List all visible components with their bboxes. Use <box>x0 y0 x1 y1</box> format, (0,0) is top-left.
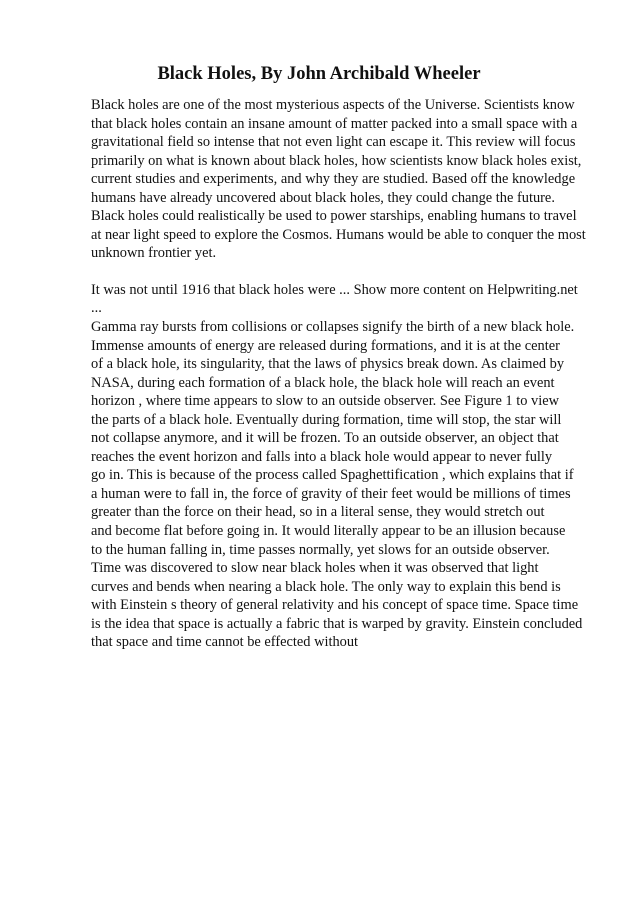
text-line: at near light speed to explore the Cosmos. Humans would be able to conquer the most <box>91 226 586 243</box>
text-line: of a black hole, its singularity, that the laws of physics break down. As claimed by <box>91 356 565 373</box>
text-line: unknown frontier yet. <box>91 245 217 262</box>
text-line: It was not until 1916 that black holes were ... Show more content on Helpwriting.net <box>91 281 578 298</box>
text-line: curves and bends when nearing a black hole. The only way to explain this bend is <box>91 578 561 595</box>
text-line: that black holes contain an insane amount of matter packed into a small space with a <box>91 115 578 132</box>
text-line: is the idea that space is actually a fabric that is warped by gravity. Einstein concluded <box>91 615 583 632</box>
text-line: Black holes could realistically be used to power starships, enabling humans to travel <box>91 208 577 225</box>
text-line: primarily on what is known about black holes, how scientists know black holes exist, <box>91 152 582 169</box>
text-line: not collapse anymore, and it will be frozen. To an outside observer, an object that <box>91 430 559 447</box>
text-line: Black holes are one of the most mysterious aspects of the Universe. Scientists know <box>91 97 575 113</box>
text-line: and become flat before going in. It would literally appear to be an illusion because <box>91 523 566 540</box>
text-line: that space and time cannot be effected without <box>91 634 359 651</box>
text-line: a human were to fall in, the force of gravity of their feet would be millions of times <box>91 485 571 502</box>
text-line: gravitational field so intense that not even light can escape it. This review will focus <box>91 134 576 151</box>
text-line: NASA, during each formation of a black hole, the black hole will reach an event <box>91 374 555 391</box>
text-line: current studies and experiments, and why they are studied. Based off the knowledge <box>91 171 576 188</box>
document-body <box>91 96 611 652</box>
text-line: Gamma ray bursts from collisions or collapses signify the birth of a new black hole. <box>91 319 575 336</box>
text-line: humans have already uncovered about black holes, they could change the future. <box>91 189 555 206</box>
document-title: Black Holes, By John Archibald Wheeler <box>157 64 481 84</box>
body-paragraph <box>91 96 611 263</box>
text-line: Time was discovered to slow near black holes when it was observed that light <box>91 560 539 577</box>
text-line: greater than the force on their head, so in a literal sense, they would stretch out <box>91 504 545 521</box>
text-line: ... <box>91 300 102 317</box>
text-line: to the human falling in, time passes normally, yet slows for an outside observer. <box>91 541 550 558</box>
text-line: go in. This is because of the process called Spaghettification , which explains that if <box>91 467 574 484</box>
text-line: the parts of a black hole. Eventually during formation, time will stop, the star will <box>91 411 562 428</box>
text-line: with Einstein s theory of general relativity and his concept of space time. Space time <box>91 597 579 614</box>
text-line: reaches the event horizon and falls into a black hole would appear to never fully <box>91 448 553 465</box>
text-line: Immense amounts of energy are released during formations, and it is at the center <box>91 337 560 354</box>
text-line: horizon , where time appears to slow to an outside observer. See Figure 1 to view <box>91 393 559 410</box>
body-paragraph <box>91 281 611 652</box>
